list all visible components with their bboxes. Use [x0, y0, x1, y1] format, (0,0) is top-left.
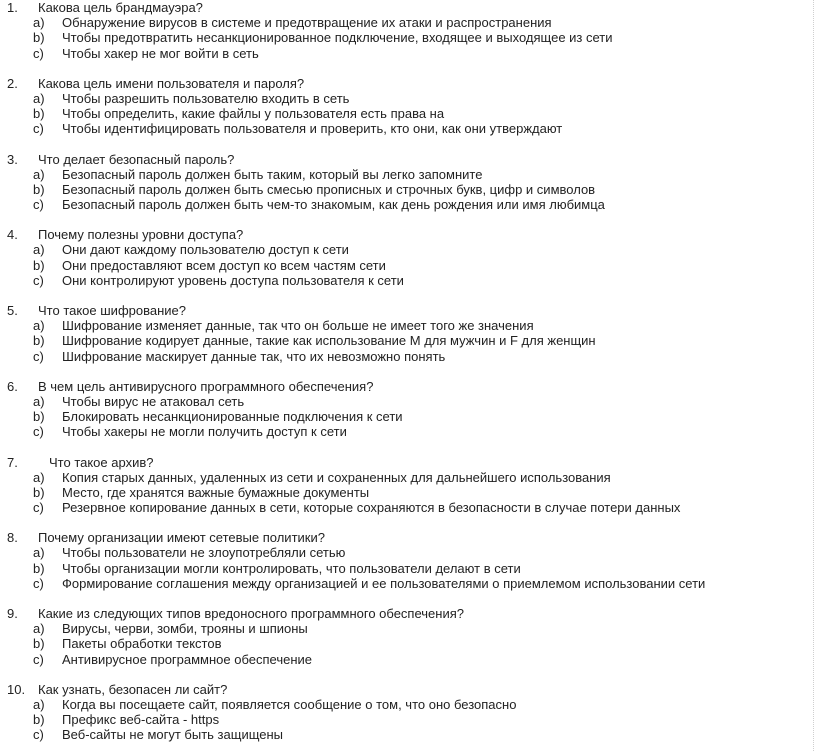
question-text: Как узнать, безопасен ли сайт?	[38, 681, 228, 697]
answer-option	[0, 545, 816, 560]
answer-option	[0, 561, 816, 576]
answer-option	[0, 636, 816, 651]
option-text: Безопасный пароль должен быть таким, который вы легко запомните	[62, 166, 483, 182]
option-text: Вирусы, черви, зомби, трояны и шпионы	[62, 621, 308, 637]
option-letter: c)	[33, 272, 44, 288]
option-text: Веб-сайты не могут быть защищены	[62, 727, 284, 743]
question-text: В чем цель антивирусного программного обеспечения?	[38, 378, 374, 394]
question-block	[0, 379, 816, 440]
option-text: Они предоставляют всем доступ ко всем частям сети	[62, 257, 386, 273]
question-line	[0, 606, 816, 621]
question-number: 8.	[7, 530, 18, 546]
answer-option	[0, 15, 816, 30]
option-letter: a)	[33, 318, 45, 334]
question-number: 10.	[7, 681, 26, 697]
option-letter: c)	[33, 727, 44, 743]
option-letter: b)	[33, 30, 45, 46]
question-text: Почему полезны уровни доступа?	[38, 227, 244, 243]
question-line	[0, 303, 816, 318]
option-letter: c)	[33, 45, 44, 61]
answer-option	[0, 273, 816, 288]
answer-option	[0, 258, 816, 273]
question-block	[0, 227, 816, 288]
question-line	[0, 379, 816, 394]
option-text: Чтобы хакер не мог войти в сеть	[62, 45, 259, 61]
option-letter: c)	[33, 348, 44, 364]
option-letter: a)	[33, 696, 45, 712]
question-number: 6.	[7, 378, 18, 394]
answer-option	[0, 621, 816, 636]
question-block	[0, 530, 816, 591]
answer-option	[0, 197, 816, 212]
question-number: 3.	[7, 151, 18, 167]
question-line	[0, 227, 816, 242]
answer-option	[0, 167, 816, 182]
option-letter: b)	[33, 106, 45, 122]
answer-option	[0, 394, 816, 409]
option-letter: c)	[33, 121, 44, 137]
answer-option	[0, 712, 816, 727]
option-text: Чтобы хакеры не могли получить доступ к сети	[62, 424, 347, 440]
answer-option	[0, 727, 816, 742]
question-line	[0, 455, 816, 470]
question-text: Что такое архив?	[49, 454, 154, 470]
question-number: 2.	[7, 75, 18, 91]
question-line	[0, 76, 816, 91]
option-text: Блокировать несанкционированные подключения к сети	[62, 409, 403, 425]
option-letter: b)	[33, 484, 45, 500]
option-text: Чтобы вирус не атаковал сеть	[62, 393, 245, 409]
option-letter: b)	[33, 712, 45, 728]
answer-option	[0, 652, 816, 667]
option-text: Пакеты обработки текстов	[62, 636, 222, 652]
option-text: Шифрование кодирует данные, такие как использование M для мужчин и F для женщин	[62, 333, 596, 349]
answer-option	[0, 470, 816, 485]
answer-option	[0, 318, 816, 333]
answer-option	[0, 30, 816, 45]
option-text: Шифрование маскирует данные так, что их невозможно понять	[62, 348, 446, 364]
option-text: Когда вы посещаете сайт, появляется сообщение о том, что оно безопасно	[62, 696, 517, 712]
answer-option	[0, 242, 816, 257]
option-letter: b)	[33, 333, 45, 349]
question-line	[0, 152, 816, 167]
option-letter: a)	[33, 90, 45, 106]
answer-option	[0, 333, 816, 348]
option-letter: c)	[33, 424, 44, 440]
question-line	[0, 682, 816, 697]
answer-option	[0, 576, 816, 591]
answer-option	[0, 46, 816, 61]
option-text: Чтобы предотвратить несанкционированное подключение, входящее и выходящее из сети	[62, 30, 613, 46]
option-text: Шифрование изменяет данные, так что он больше не имеет того же значения	[62, 318, 534, 334]
answer-option	[0, 485, 816, 500]
option-letter: a)	[33, 166, 45, 182]
answer-option	[0, 500, 816, 515]
option-letter: b)	[33, 409, 45, 425]
answer-option	[0, 409, 816, 424]
option-text: Чтобы организации могли контролировать, что пользователи делают в сети	[62, 560, 521, 576]
question-number: 5.	[7, 303, 18, 318]
question-block	[0, 682, 816, 743]
option-letter: c)	[33, 651, 44, 667]
page-edge-rule	[813, 0, 815, 751]
option-letter: a)	[33, 15, 45, 31]
option-text: Чтобы пользователи не злоупотребляли сетью	[62, 545, 346, 561]
question-text: Что делает безопасный пароль?	[38, 151, 235, 167]
question-line	[0, 0, 816, 15]
option-text: Чтобы определить, какие файлы у пользователя есть права на	[62, 106, 445, 122]
option-text: Резервное копирование данных в сети, которые сохраняются в безопасности в случае потери данных	[62, 500, 681, 516]
question-block	[0, 152, 816, 213]
option-letter: a)	[33, 469, 45, 485]
option-letter: b)	[33, 636, 45, 652]
answer-option	[0, 91, 816, 106]
question-text: Какова цель имени пользователя и пароля?	[38, 75, 305, 91]
question-number: 7.	[7, 454, 18, 470]
question-block	[0, 76, 816, 137]
option-text: Они контролируют уровень доступа пользователя к сети	[62, 272, 404, 288]
option-text: Место, где хранятся важные бумажные документы	[62, 484, 370, 500]
option-letter: a)	[33, 242, 45, 258]
option-text: Копия старых данных, удаленных из сети и сохраненных для дальнейшего использования	[62, 469, 611, 485]
answer-option	[0, 182, 816, 197]
question-number: 9.	[7, 606, 18, 621]
answer-option	[0, 106, 816, 121]
answer-option	[0, 424, 816, 439]
option-letter: b)	[33, 181, 45, 197]
answer-option	[0, 349, 816, 364]
option-letter: c)	[33, 197, 44, 213]
option-text: Чтобы идентифицировать пользователя и проверить, кто они, как они утверждают	[62, 121, 563, 137]
option-text: Безопасный пароль должен быть чем-то знакомым, как день рождения или имя любимца	[62, 197, 605, 213]
question-text: Какие из следующих типов вредоносного программного обеспечения?	[38, 606, 464, 621]
option-text: Они дают каждому пользователю доступ к сети	[62, 242, 349, 258]
question-block	[0, 606, 816, 667]
answer-option	[0, 697, 816, 712]
option-text: Чтобы разрешить пользователю входить в сеть	[62, 90, 350, 106]
option-text: Префикс веб-сайта - https	[62, 712, 220, 728]
option-letter: a)	[33, 621, 45, 637]
question-number: 1.	[7, 0, 18, 15]
question-number: 4.	[7, 227, 18, 243]
question-text: Что такое шифрование?	[38, 303, 186, 318]
option-letter: a)	[33, 545, 45, 561]
question-block	[0, 303, 816, 364]
option-letter: a)	[33, 393, 45, 409]
question-line	[0, 530, 816, 545]
question-text: Почему организации имеют сетевые политики?	[38, 530, 325, 546]
option-letter: c)	[33, 575, 44, 591]
option-text: Антивирусное программное обеспечение	[62, 651, 313, 667]
question-block	[0, 0, 816, 61]
option-text: Обнаружение вирусов в системе и предотвращение их атаки и распространения	[62, 15, 552, 31]
question-text: Какова цель брандмауэра?	[38, 0, 203, 15]
option-text: Безопасный пароль должен быть смесью прописных и строчных букв, цифр и символов	[62, 181, 596, 197]
option-letter: b)	[33, 257, 45, 273]
option-letter: c)	[33, 500, 44, 516]
question-block	[0, 455, 816, 516]
option-letter: b)	[33, 560, 45, 576]
answer-option	[0, 121, 816, 136]
option-text: Формирование соглашения между организацией и ее пользователями о приемлемом использовании сети	[62, 575, 706, 591]
